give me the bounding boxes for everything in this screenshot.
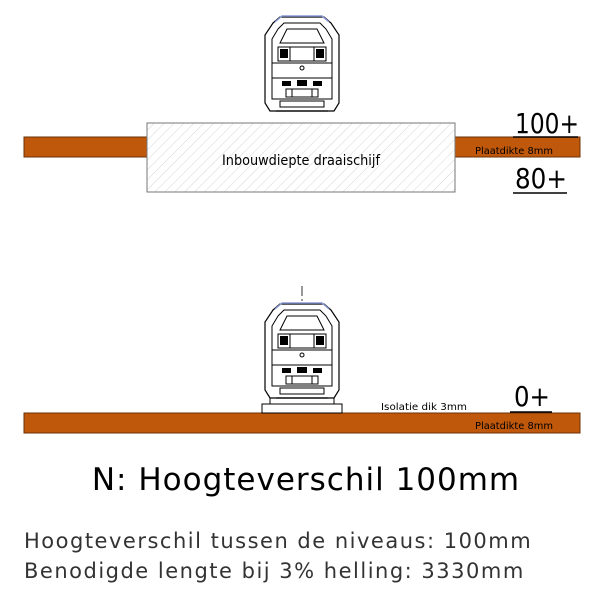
insulation-base — [262, 404, 342, 413]
plate-label-top: Plaatdikte 8mm — [475, 146, 553, 157]
page-title: N: Hoogteverschil 100mm — [91, 462, 521, 498]
info-line-height: Hoogteverschil tussen de niveaus: 100mm — [24, 529, 533, 553]
panel-label: Inbouwdiepte draaischijf — [222, 153, 381, 169]
bottom-section — [24, 286, 580, 433]
plate-label-bottom: Plaatdikte 8mm — [475, 421, 553, 432]
top-section — [24, 16, 580, 195]
level-0: 0+ — [514, 380, 550, 413]
train-icon — [265, 303, 339, 398]
info-line-length: Benodigde lengte bij 3% helling: 3330mm — [24, 559, 525, 583]
level-80: 80+ — [515, 162, 567, 195]
train-icon — [265, 16, 339, 111]
isolation-label: Isolatie dik 3mm — [381, 402, 467, 413]
level-100: 100+ — [515, 107, 579, 140]
